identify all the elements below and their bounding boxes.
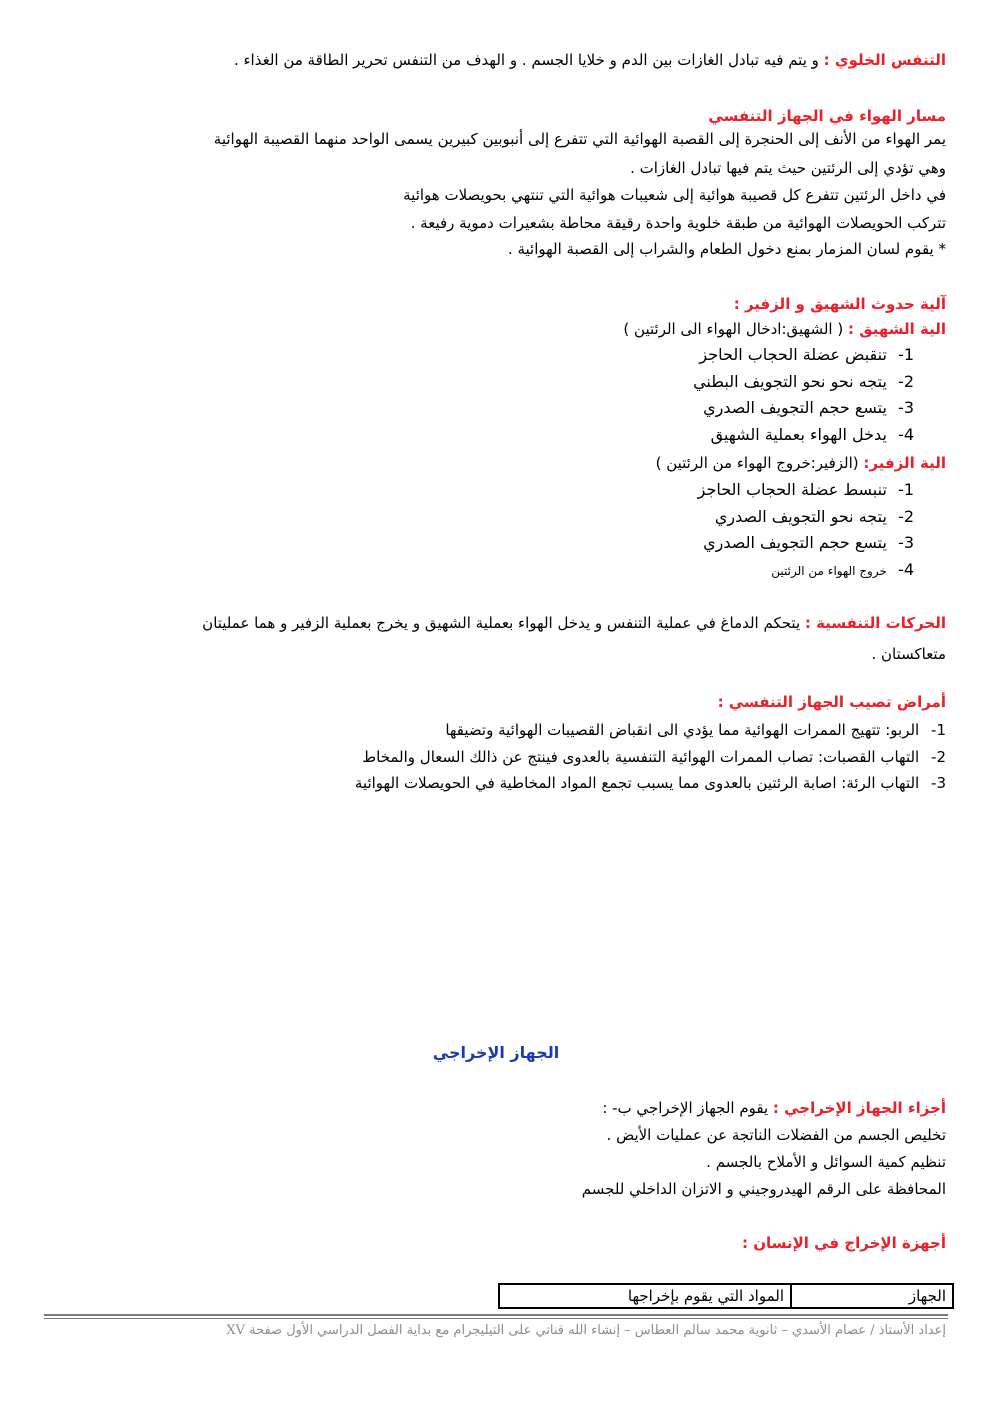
list-number: 4- — [898, 559, 914, 579]
page-footer: إعداد الأستاذ / عصام الأسدي – ثانوية محمد سالم العطاس – إنشاء الله قناتي على التيليجرام مع بداية الفصل الدراسي الأول صفحة XV — [226, 1323, 946, 1338]
excretory-table — [498, 1283, 954, 1309]
inhale-heading-line — [46, 318, 946, 341]
list-number: 2- — [898, 371, 914, 391]
air-path-line: وهي تؤدي إلى الرئتين حيث يتم فيها تبادل الغازات . — [630, 159, 946, 177]
list-item — [54, 477, 914, 504]
list-text: خروج الهواء من الرئتين — [771, 563, 887, 578]
list-item — [54, 504, 914, 531]
exhale-list — [54, 477, 914, 584]
list-text: يتجه نحو نحو التجويف البطني — [693, 371, 887, 391]
inhale-list — [54, 342, 914, 448]
list-text: تنقبض عضلة الحجاب الحاجز — [699, 345, 887, 364]
list-text: يدخل الهواء بعملية الشهيق — [710, 424, 887, 444]
list-number: 2- — [931, 747, 946, 766]
excretory-organs-heading: أجهزة الإخراج في الإنسان : — [742, 1234, 946, 1252]
cell-respiration-heading: التنفس الخلوي : — [823, 51, 946, 69]
list-number: 2- — [898, 506, 914, 526]
list-text: يتجه نحو التجويف الصدري — [714, 506, 887, 526]
list-item — [54, 422, 914, 449]
list-number: 3- — [898, 533, 914, 552]
list-item — [54, 369, 914, 396]
excretory-part-line: تنظيم كمية السوائل و الأملاح بالجسم . — [706, 1153, 946, 1171]
inhale-note: ( الشهيق:ادخال الهواء الى الرئتين ) — [623, 320, 848, 338]
inhale-heading: الية الشهيق : — [847, 320, 946, 338]
list-number: 1- — [931, 721, 946, 739]
list-text: يتسع حجم التجويف الصدري — [703, 398, 887, 417]
list-item — [54, 395, 914, 422]
excretory-parts-line — [46, 1097, 946, 1120]
table-row — [499, 1284, 953, 1308]
cell-respiration-text: و يتم فيه تبادل الغازات بين الدم و خلايا الجسم . و الهدف من التنفس تحرير الطاقة من الغذاء . — [233, 51, 824, 69]
list-number: 1- — [898, 480, 914, 499]
list-text: التهاب القصبات: تصاب الممرات الهوائية التنفسية بالعدوى فينتج عن ذالك السعال والمخاط — [362, 747, 920, 766]
list-item — [54, 557, 914, 585]
movements-heading: الحركات التنفسية : — [804, 614, 946, 632]
exhale-note: (الزفير:خروج الهواء من الرئتين ) — [655, 454, 864, 472]
list-item — [46, 717, 946, 744]
air-path-line: يمر الهواء من الأنف إلى الحنجرة إلى القصبة الهوائية التي تتفرع إلى أنبوبين كبيرين يسمى الواحد منهما القصيبة الهوائية — [213, 130, 946, 148]
list-text: يتسع حجم التجويف الصدري — [703, 533, 887, 552]
list-item — [54, 342, 914, 369]
air-path-line: * يقوم لسان المزمار بمنع دخول الطعام والشراب إلى القصبة الهوائية . — [507, 240, 946, 258]
list-text: الربو: تتهيج الممرات الهوائية مما يؤدي الى انقباض القصيبات الهوائية وتضيقها — [445, 721, 920, 739]
list-number: 3- — [931, 774, 946, 792]
movements-text: يتحكم الدماغ في عملية التنفس و يدخل الهواء بعملية الشهيق و يخرج بعملية الزفير و هما عمليتان — [202, 614, 805, 632]
excretory-part-line: المحافظة على الرقم الهيدروجيني و الاتزان الداخلي للجسم — [581, 1180, 946, 1198]
list-text: التهاب الرئة: اصابة الرئتين بالعدوى مما يسبب تجمع المواد المخاطية في الحويصلات الهوائية — [354, 774, 920, 792]
footer-rule — [44, 1314, 948, 1316]
table-header-cell: المواد التي يقوم بإخراجها — [499, 1284, 791, 1308]
list-item — [46, 744, 946, 771]
excretory-part-line: تخليص الجسم من الفضلات الناتجة عن عمليات الأيض . — [606, 1126, 946, 1144]
exhale-heading-line — [46, 452, 946, 475]
mechanism-heading: آلية حدوث الشهيق و الزفير : — [733, 295, 946, 313]
movements-text-continued: متعاكستان . — [871, 645, 946, 663]
footer-rule — [44, 1318, 948, 1319]
air-path-line: في داخل الرئتين تتفرع كل قصيبة هوائية إلى شعيبات هوائية التي تنتهي بحويصلات هوائية — [403, 186, 946, 204]
air-path-line: تتركب الحويصلات الهوائية من طبقة خلوية واحدة رقيقة محاطة بشعيرات دموية رفيعة . — [410, 214, 946, 232]
list-item — [46, 770, 946, 797]
list-number: 3- — [898, 398, 914, 417]
list-number: 1- — [898, 345, 914, 364]
movements-paragraph — [46, 612, 946, 635]
diseases-list — [46, 717, 946, 797]
list-item — [54, 530, 914, 557]
air-path-heading: مسار الهواء في الجهاز التنفسي — [708, 107, 946, 125]
excretory-parts-intro: يقوم الجهاز الإخراجي ب- : — [602, 1099, 773, 1117]
list-text: تنبسط عضلة الحجاب الحاجز — [697, 480, 887, 499]
list-number: 4- — [898, 424, 914, 444]
exhale-heading: الية الزفير: — [863, 454, 946, 472]
excretory-title: الجهاز الإخراجي — [432, 1043, 560, 1062]
table-header-cell: الجهاز — [791, 1284, 953, 1308]
excretory-parts-heading: أجزاء الجهاز الإخراجي : — [772, 1099, 946, 1117]
diseases-heading: أمراض تصيب الجهاز التنفسي : — [717, 693, 946, 711]
cell-respiration-paragraph — [46, 49, 946, 72]
